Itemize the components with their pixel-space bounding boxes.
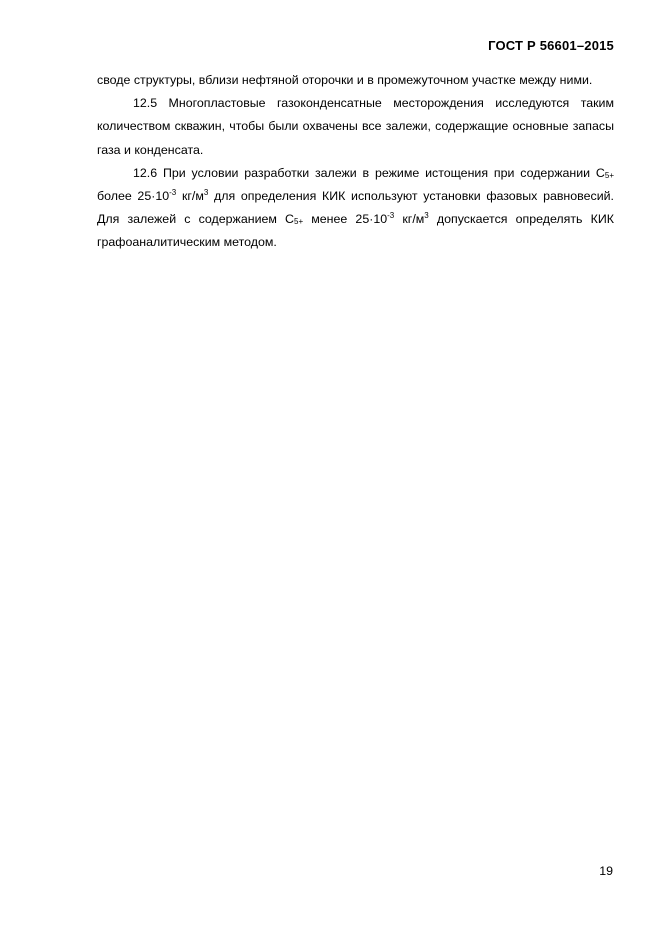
text-segment: для определения КИК используют установки фазовых равновесий. Для залежей с содержанием С <box>97 189 614 227</box>
paragraph-12-6 <box>97 162 614 255</box>
superscript-cubic: 3 <box>203 188 209 198</box>
text-segment: менее 25·10 <box>303 212 388 227</box>
text-segment: кг/м <box>394 212 425 227</box>
text-segment: допускается определять КИК графоаналитическим методом. <box>97 212 614 250</box>
paragraph-continuation: своде структуры, вблизи нефтяной оторочки и в промежуточном участке между ними. <box>97 73 593 87</box>
paragraph-12-5: 12.5 Многопластовые газоконденсатные месторождения исследуются таким количеством скважин, чтобы были охвачены все залежи, содержащие основные запасы газа и конденсата. <box>97 96 614 157</box>
text-segment: 12.6 При условии разработки залежи в режиме истощения при содержании С <box>133 165 605 180</box>
text-segment: кг/м <box>176 189 204 204</box>
superscript-cubic: 3 <box>424 211 429 221</box>
text-segment: более 25·10 <box>97 189 170 204</box>
page-number: 19 <box>599 864 613 878</box>
superscript-exponent: -3 <box>169 188 177 198</box>
subscript-c5: 5+ <box>604 170 614 180</box>
body-text <box>97 69 614 255</box>
subscript-c5: 5+ <box>294 217 304 227</box>
standard-header: ГОСТ Р 56601–2015 <box>488 38 614 53</box>
superscript-exponent: -3 <box>387 211 395 221</box>
